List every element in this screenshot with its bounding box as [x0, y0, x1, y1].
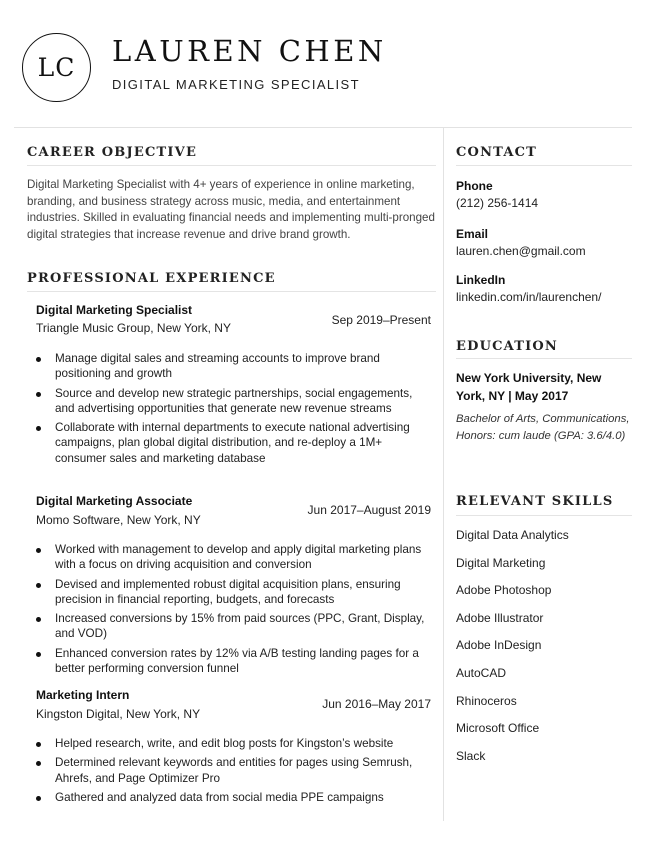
- job-dates: Jun 2016–May 2017: [322, 697, 431, 711]
- job-bullet: Gathered and analyzed data from social media PPE campaigns: [36, 790, 431, 805]
- skill-item: Adobe Photoshop: [456, 583, 552, 598]
- linkedin-label: LinkedIn: [456, 273, 506, 287]
- skills-rule: [456, 515, 632, 516]
- job-bullets: [36, 542, 431, 680]
- job-bullets: [36, 736, 431, 809]
- header-divider: [14, 127, 632, 128]
- skill-item: Adobe Illustrator: [456, 610, 544, 625]
- skill-item: Digital Data Analytics: [456, 528, 569, 542]
- objective-heading: CAREER OBJECTIVE: [27, 145, 198, 160]
- job-bullet: Manage digital sales and streaming accounts to improve brand positioning and growth: [36, 351, 431, 382]
- candidate-name: LAUREN CHEN: [112, 34, 387, 68]
- email-label: Email: [456, 227, 489, 241]
- column-divider: [443, 128, 444, 821]
- phone-value: (212) 256-1414: [456, 196, 539, 210]
- candidate-title: DIGITAL MARKETING SPECIALIST: [112, 77, 360, 92]
- job-bullet: Increased conversions by 15% from paid sources (PPC, Grant, Display, and VOD): [36, 611, 431, 642]
- skills-list: [456, 527, 569, 775]
- job-company: Kingston Digital, New York, NY: [36, 707, 201, 721]
- objective-text: Digital Marketing Specialist with 4+ years of experience in online marketing, branding, and business strategy across music, media, and entertainment industries. Skilled in evaluating financial needs and implementing multi-pronged digital strategies that increase revenue and drive brand growth.: [27, 178, 435, 241]
- job-bullet: Devised and implemented robust digital acquisition plans, ensuring precision in financial reporting, budgets, and forecasts: [36, 577, 431, 608]
- skills-heading: RELEVANT SKILLS: [456, 494, 614, 509]
- contact-heading: CONTACT: [456, 145, 538, 160]
- job-bullet: Helped research, write, and edit blog posts for Kingston’s website: [36, 736, 431, 751]
- email-value: lauren.chen@gmail.com: [456, 244, 586, 258]
- skill-item: Digital Marketing: [456, 555, 546, 570]
- skill-item: AutoCAD: [456, 665, 507, 680]
- phone-label: Phone: [456, 179, 493, 193]
- job-title: Digital Marketing Associate: [36, 494, 193, 508]
- skill-item: Microsoft Office: [456, 721, 540, 736]
- contact-rule: [456, 165, 632, 166]
- education-heading: EDUCATION: [456, 339, 559, 354]
- job-dates: Jun 2017–August 2019: [307, 503, 431, 517]
- skill-item: Rhinoceros: [456, 693, 517, 708]
- job-bullet: Enhanced conversion rates by 12% via A/B testing landing pages for a better performing conversion funnel: [36, 646, 431, 677]
- skill-item: Adobe InDesign: [456, 638, 542, 653]
- experience-rule: [27, 291, 436, 292]
- job-bullet: Source and develop new strategic partnerships, social engagements, and advertising opportunities that generate new revenue streams: [36, 386, 431, 417]
- job-company: Triangle Music Group, New York, NY: [36, 321, 231, 335]
- job-company: Momo Software, New York, NY: [36, 513, 201, 527]
- monogram: LC: [22, 33, 91, 102]
- job-bullet: Collaborate with internal departments to execute national advertising campaigns, plan global digital distribution, and re-deploy a 1M+ consumer sales and marketing database: [36, 420, 431, 466]
- job-bullet: Worked with management to develop and apply digital marketing plans with a focus on driving acquisition and conversion: [36, 542, 431, 573]
- education-degree: Bachelor of Arts, Communications, Honors: cum laude (GPA: 3.6/4.0): [456, 413, 630, 442]
- resume-header: [0, 0, 650, 128]
- education-rule: [456, 358, 632, 359]
- job-title: Digital Marketing Specialist: [36, 303, 193, 317]
- experience-heading: PROFESSIONAL EXPERIENCE: [27, 271, 276, 286]
- job-title: Marketing Intern: [36, 688, 130, 702]
- education-school: New York University, New York, NY | May 2017: [456, 371, 602, 403]
- linkedin-value: linkedin.com/in/laurenchen/: [456, 290, 602, 304]
- job-bullet: Determined relevant keywords and entities for pages using Semrush, Ahrefs, and Page Optimizer Pro: [36, 755, 431, 786]
- job-bullets: [36, 351, 431, 470]
- skill-item: Slack: [456, 748, 486, 763]
- job-dates: Sep 2019–Present: [331, 313, 431, 327]
- objective-rule: [27, 165, 436, 166]
